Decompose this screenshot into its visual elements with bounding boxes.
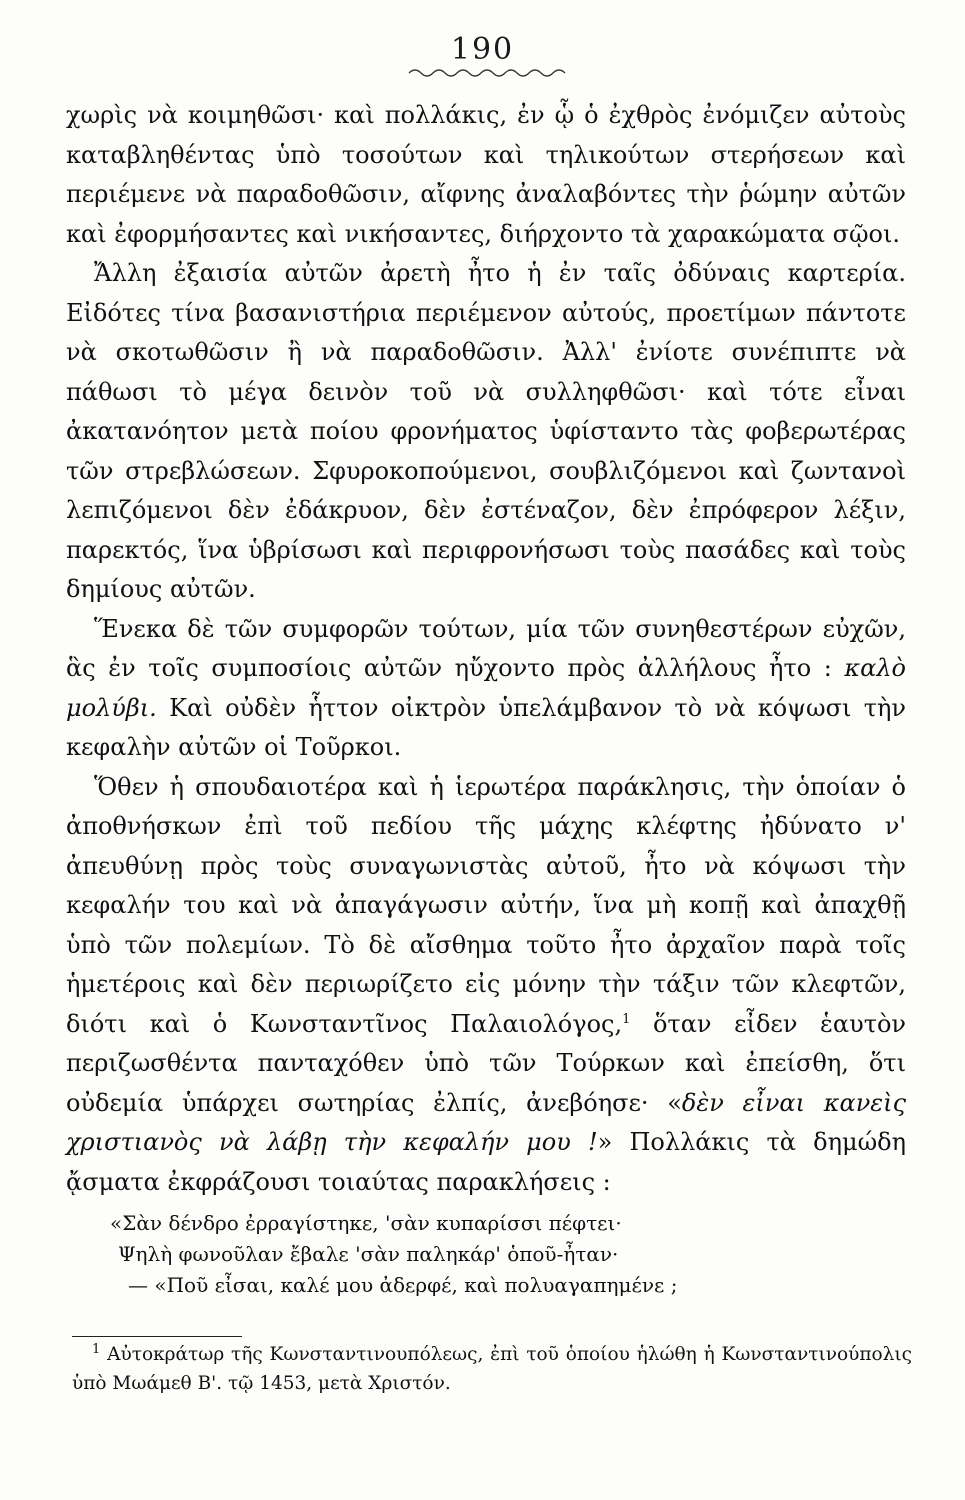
- italic-quote: καλὸ μολύβι.: [66, 654, 906, 722]
- paragraph-text: ὅταν εἶδεν ἑαυτὸν περιζωσθέντα πανταχόθεν ὑπὸ τῶν Τούρκων καὶ ἐπείσθη, ὅτι οὐδεμία ὑπάρχει σωτηρίας ἐλπίς, ἀνεβόησε· «: [66, 1009, 907, 1117]
- verse-line: «Σὰν δένδρο ἐρραγίστηκε, 'σὰν κυπαρίσσι πέφτει·: [110, 1211, 622, 1235]
- verse-line: — «Ποῦ εἶσαι, καλέ μου ἀδερφέ, καὶ πολυαγαπημένε ;: [128, 1273, 678, 1297]
- footnote: [72, 1340, 912, 1398]
- paragraph-text: Ὅθεν ἡ σπουδαιοτέρα καὶ ἡ ἱερωτέρα παράκλησις, τὴν ὁποίαν ὁ ἀποθνήσκων ἐπὶ τοῦ πεδίου τῆς μάχης κλέφτης ἠδύνατο ν' ἀπευθύνῃ πρὸς τοὺς συναγωνιστὰς αὐτοῦ, ἦτο νὰ κόψωσι τὴν κεφαλήν του καὶ νὰ ἀπαγάγωσιν αὐτήν, ἵνα μὴ κοπῇ καὶ ἀπαχθῇ ὑπὸ τῶν πολεμίων. Τὸ δὲ αἴσθημα τοῦτο ἦτο ἀρχαῖον παρὰ τοῖς ἡμετέροις καὶ δὲν περιωρίζετο εἰς μόνην τὴν τάξιν τῶν κλεφτῶν, διότι καὶ ὁ Κωνσταντῖνος Παλαιολόγος,: [66, 772, 906, 1038]
- verse-quotation: [110, 1208, 910, 1301]
- footnote-divider: [72, 1336, 242, 1337]
- wavy-rule-ornament: [407, 66, 567, 80]
- paragraph-text: χωρὶς νὰ κοιμηθῶσι· καὶ πολλάκις, ἐν ᾧ ὁ ἐχθρὸς ἐνόμιζεν αὐτοὺς καταβληθέντας ὑπὸ τοσούτων καὶ τηλικούτων στερήσεων καὶ περιέμενε νὰ παραδοθῶσιν, αἴφνης ἀναλαβόντες τὴν ῥώμην αὐτῶν καὶ ἐφορμήσαντες καὶ νικήσαντες, διήρχοντο τὰ χαρακώματα σῷοι.: [66, 101, 906, 248]
- paragraph: [66, 96, 906, 254]
- footnote-reference: 1: [622, 1011, 631, 1027]
- footnote-text: Αὐτοκράτωρ τῆς Κωνσταντινουπόλεως, ἐπὶ τοῦ ὁποίου ἡλώθη ἡ Κωνσταντινούπολις ὑπὸ Μωάμεθ Β'. τῷ 1453, μετὰ Χριστόν.: [72, 1344, 912, 1394]
- paragraph-text: Ἄλλη ἐξαισία αὐτῶν ἀρετὴ ἦτο ἡ ἐν ταῖς ὀδύναις καρτερία. Εἰδότες τίνα βασανιστήρια περιέμενον αὐτούς, προετίμων πάντοτε νὰ σκοτωθῶσιν ἢ νὰ παραδοθῶσιν. Ἀλλ' ἐνίοτε συνέπιπτε νὰ πάθωσι τὸ μέγα δεινὸν τοῦ νὰ συλληφθῶσι· καὶ τότε εἶναι ἀκατανόητον μετὰ ποίου φρονήματος ὑφίσταντο τὰς φοβερωτέρας τῶν στρεβλώσεων. Σφυροκοπούμενοι, σουβλιζόμενοι καὶ ζωντανοὶ λεπιζόμενοι δὲν ἐδάκρυον, δὲν ἐστέναζον, δὲν ἐπρόφερον λέξιν, παρεκτός, ἵνα ὑβρίσωσι καὶ περιφρονήσωσι τοὺς πασάδες καὶ τοὺς δημίους αὐτῶν.: [66, 259, 906, 603]
- paragraph: [66, 610, 906, 768]
- paragraph-text: » Πολλάκις τὰ δημώδη ᾄσματα ἐκφράζουσι τοιαύτας παρακλήσεις :: [66, 1128, 906, 1196]
- verse-line: Ψηλὴ φωνοῦλαν ἔβαλε 'σὰν παληκάρ' ὁποῦ-ἦταν·: [118, 1242, 619, 1266]
- paragraph: [66, 254, 906, 610]
- italic-quote: δὲν εἶναι κανεὶς χριστιανὸς νὰ λάβῃ τὴν κεφαλήν μου !: [66, 1088, 907, 1156]
- paragraph: [66, 768, 906, 1203]
- body-text: [66, 96, 906, 1202]
- page-number: 190: [450, 32, 515, 67]
- paragraph-text: Καὶ οὐδὲν ἧττον οἰκτρὸν ὑπελάμβανον τὸ νὰ κόψωσι τὴν κεφαλὴν αὐτῶν οἱ Τοῦρκοι.: [66, 693, 907, 761]
- paragraph-text: Ἕνεκα δὲ τῶν συμφορῶν τούτων, μία τῶν συνηθεστέρων εὐχῶν, ἃς ἐν τοῖς συμποσίοις αὐτῶν ηὔχοντο πρὸς ἀλλήλους ἦτο :: [66, 614, 906, 682]
- footnote-mark: 1: [92, 1341, 101, 1357]
